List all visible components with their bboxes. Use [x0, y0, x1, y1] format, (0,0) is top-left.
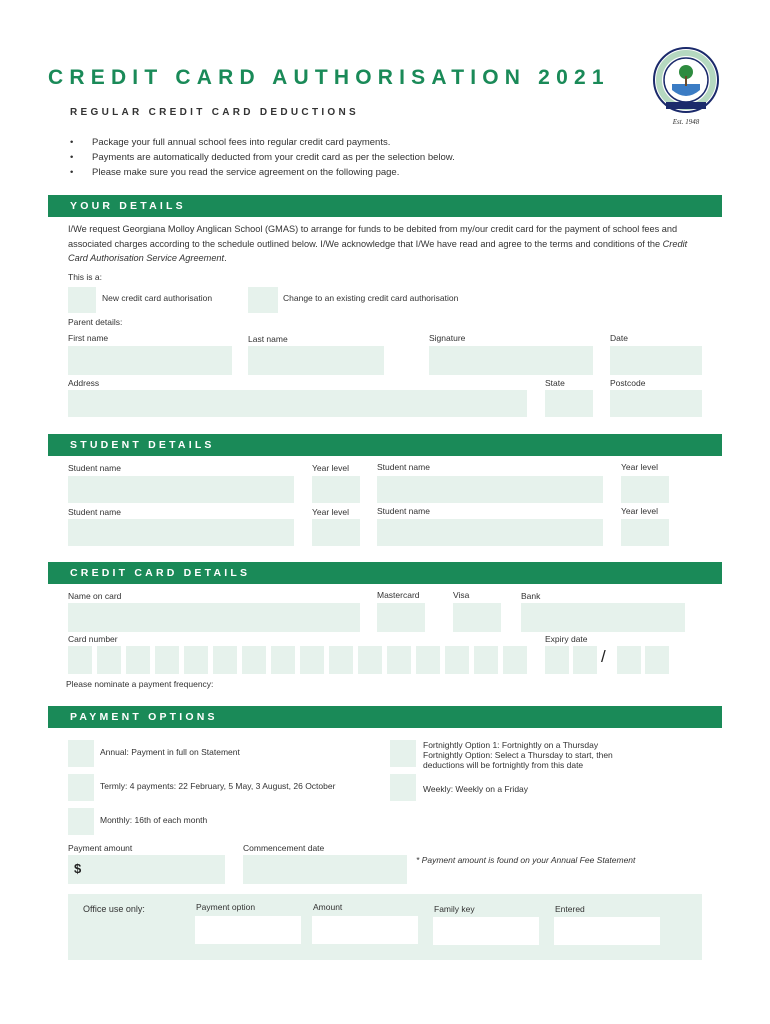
- termly-option-checkbox[interactable]: [68, 774, 94, 801]
- student-3-name-field[interactable]: [68, 519, 294, 546]
- list-item: • Package your full annual school fees into regular credit card payments.: [70, 137, 391, 148]
- address-label: Address: [68, 378, 100, 388]
- svg-text:Est. 1948: Est. 1948: [672, 118, 700, 126]
- office-family-key-field[interactable]: [433, 917, 539, 945]
- card-digit-box: [213, 646, 237, 674]
- list-item: • Payments are automatically deducted from your credit card as per the selection below.: [70, 152, 455, 163]
- annual-option-checkbox[interactable]: [68, 740, 94, 767]
- year-level-label: Year level: [621, 462, 659, 472]
- payment-amount-note: * Payment amount is found on your Annual Fee Statement: [416, 855, 636, 865]
- intro-bullet-list: [70, 135, 455, 180]
- expiry-separator: /: [601, 647, 606, 666]
- student-4-name-field[interactable]: [377, 519, 603, 546]
- parent-details-label: Parent details:: [68, 317, 123, 327]
- card-digit-box: [68, 646, 92, 674]
- page-title: CREDIT CARD AUTHORISATION 2021: [48, 66, 610, 89]
- fortnightly-option-checkbox[interactable]: [390, 740, 416, 767]
- card-digit-box: [416, 646, 440, 674]
- student-name-label: Student name: [68, 463, 121, 473]
- visa-label: Visa: [453, 590, 470, 600]
- expiry-month-box-1[interactable]: [545, 646, 569, 674]
- student-name-label: Student name: [377, 462, 430, 472]
- student-4-year-field[interactable]: [621, 519, 669, 546]
- expiry-year-box-2[interactable]: [645, 646, 669, 674]
- postcode-field[interactable]: [610, 390, 702, 417]
- monthly-option-checkbox[interactable]: [68, 808, 94, 835]
- monthly-option-label: Monthly: 16th of each month: [100, 815, 208, 825]
- fortnightly-option-label: Fortnightly Option 1: Fortnightly on a Thursday Fortnightly Option: Select a Thursday to start, then deductions will be fortnightly from this date: [423, 740, 613, 770]
- address-field[interactable]: [68, 390, 527, 417]
- office-family-key-label: Family key: [434, 904, 475, 914]
- commencement-date-label: Commencement date: [243, 843, 325, 853]
- student-1-name-field[interactable]: [68, 476, 294, 503]
- new-authorisation-label: New credit card authorisation: [102, 293, 213, 303]
- card-digit-box: [387, 646, 411, 674]
- annual-option-label: Annual: Payment in full on Statement: [100, 747, 240, 757]
- office-use-panel: [68, 894, 702, 960]
- student-1-year-field[interactable]: [312, 476, 360, 503]
- last-name-field[interactable]: [248, 346, 384, 375]
- section-header-credit-card-details: CREDIT CARD DETAILS: [48, 562, 722, 584]
- card-digit-box: [97, 646, 121, 674]
- name-on-card-field[interactable]: [68, 603, 360, 632]
- mastercard-checkbox[interactable]: [377, 603, 425, 632]
- frequency-prompt: Please nominate a payment frequency:: [66, 679, 214, 689]
- bank-label: Bank: [521, 591, 541, 601]
- card-digit-box: [445, 646, 469, 674]
- student-2-year-field[interactable]: [621, 476, 669, 503]
- change-authorisation-checkbox[interactable]: [248, 287, 278, 313]
- list-item: • Please make sure you read the service agreement on the following page.: [70, 167, 400, 178]
- expiry-year-box-1[interactable]: [617, 646, 641, 674]
- card-number-digit-boxes[interactable]: [68, 646, 528, 674]
- state-field[interactable]: [545, 390, 593, 417]
- card-digit-box: [329, 646, 353, 674]
- first-name-field[interactable]: [68, 346, 232, 375]
- postcode-label: Postcode: [610, 378, 646, 388]
- office-amount-field[interactable]: [312, 916, 418, 944]
- weekly-option-checkbox[interactable]: [390, 774, 416, 801]
- last-name-label: Last name: [248, 334, 288, 344]
- weekly-option-label: Weekly: Weekly on a Friday: [423, 784, 529, 794]
- section-header-payment-options: PAYMENT OPTIONS: [48, 706, 722, 728]
- office-entered-field[interactable]: [554, 917, 660, 945]
- office-payment-option-field[interactable]: [195, 916, 301, 944]
- card-number-label: Card number: [68, 634, 118, 644]
- card-digit-box: [271, 646, 295, 674]
- school-crest-logo: [652, 44, 720, 132]
- payment-amount-field[interactable]: [68, 855, 225, 884]
- card-digit-box: [474, 646, 498, 674]
- date-label: Date: [610, 333, 628, 343]
- student-2-name-field[interactable]: [377, 476, 603, 503]
- office-payment-option-label: Payment option: [196, 902, 256, 912]
- card-digit-box: [126, 646, 150, 674]
- bank-field[interactable]: [521, 603, 685, 632]
- year-level-label: Year level: [621, 506, 659, 516]
- card-digit-box: [358, 646, 382, 674]
- page-subtitle: REGULAR CREDIT CARD DEDUCTIONS: [70, 107, 359, 118]
- authorisation-paragraph: I/We request Georgiana Molloy Anglican School (GMAS) to arrange for funds to be debited from my/our credit card for the payment of school fees and associated charges according to the schedule outlined below. I/We acknowledge that I/We have read and agree to the terms and conditions of the Credit Card Authorisation Service Agreement.: [68, 224, 688, 263]
- date-field[interactable]: [610, 346, 702, 375]
- student-3-year-field[interactable]: [312, 519, 360, 546]
- office-use-label: Office use only:: [83, 904, 145, 914]
- payment-amount-label: Payment amount: [68, 843, 133, 853]
- year-level-label: Year level: [312, 463, 350, 473]
- signature-field[interactable]: [429, 346, 593, 375]
- card-digit-box: [503, 646, 527, 674]
- section-header-your-details: YOUR DETAILS: [48, 195, 722, 217]
- visa-checkbox[interactable]: [453, 603, 501, 632]
- office-entered-label: Entered: [555, 904, 585, 914]
- student-name-label: Student name: [377, 506, 430, 516]
- name-on-card-label: Name on card: [68, 591, 122, 601]
- termly-option-label: Termly: 4 payments: 22 February, 5 May, 3 August, 26 October: [100, 781, 336, 791]
- signature-label: Signature: [429, 333, 466, 343]
- card-digit-box: [184, 646, 208, 674]
- card-digit-box: [242, 646, 266, 674]
- mastercard-label: Mastercard: [377, 590, 420, 600]
- expiry-month-box-2[interactable]: [573, 646, 597, 674]
- expiry-date-label: Expiry date: [545, 634, 588, 644]
- currency-symbol: $: [74, 861, 82, 876]
- card-digit-box: [300, 646, 324, 674]
- new-authorisation-checkbox[interactable]: [68, 287, 96, 313]
- commencement-date-field[interactable]: [243, 855, 407, 884]
- office-amount-label: Amount: [313, 902, 343, 912]
- first-name-label: First name: [68, 333, 109, 343]
- this-is-a-label: This is a:: [68, 272, 103, 282]
- section-header-student-details: STUDENT DETAILS: [48, 434, 722, 456]
- year-level-label: Year level: [312, 507, 350, 517]
- change-authorisation-label: Change to an existing credit card authorisation: [283, 293, 459, 303]
- student-name-label: Student name: [68, 507, 121, 517]
- state-label: State: [545, 378, 565, 388]
- card-digit-box: [155, 646, 179, 674]
